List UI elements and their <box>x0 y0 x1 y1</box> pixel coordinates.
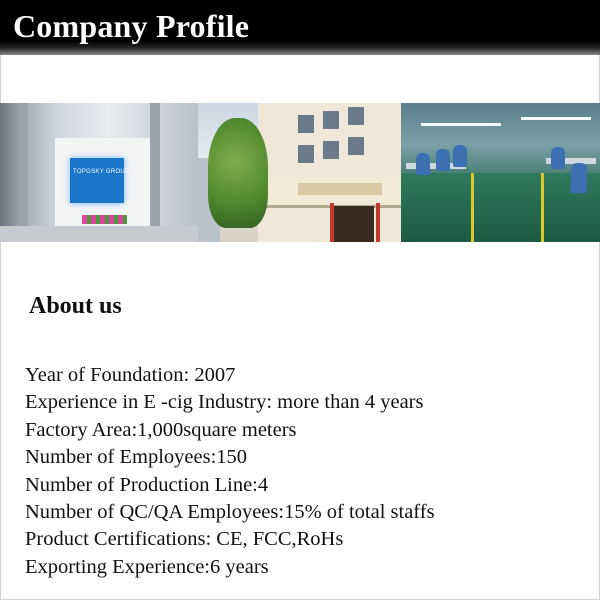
company-info-list <box>25 362 435 581</box>
list-item: Number of Production Line:4 <box>25 473 269 496</box>
list-item: Exporting Experience:6 years <box>25 555 269 578</box>
list-item: Number of Employees:150 <box>25 446 248 469</box>
production-floor-photo <box>401 103 600 242</box>
factory-building-photo <box>198 103 401 242</box>
list-item: Product Certifications: CE, FCC,RoHs <box>25 528 344 551</box>
photo-strip <box>0 103 600 242</box>
list-item: Experience in E -cig Industry: more than 4 years <box>25 391 424 414</box>
company-sign <box>70 158 124 203</box>
tree <box>208 118 268 228</box>
header-bar <box>0 0 600 55</box>
list-item: Number of QC/QA Employees:15% of total staffs <box>25 501 435 524</box>
office-lobby-photo <box>0 103 198 242</box>
list-item: Factory Area:1,000square meters <box>25 418 297 441</box>
page-title: Company Profile <box>13 8 250 44</box>
company-sign-text: TOPGSKY GROUP <box>73 169 130 175</box>
about-heading: About us <box>29 293 122 319</box>
list-item: Year of Foundation: 2007 <box>25 364 236 386</box>
